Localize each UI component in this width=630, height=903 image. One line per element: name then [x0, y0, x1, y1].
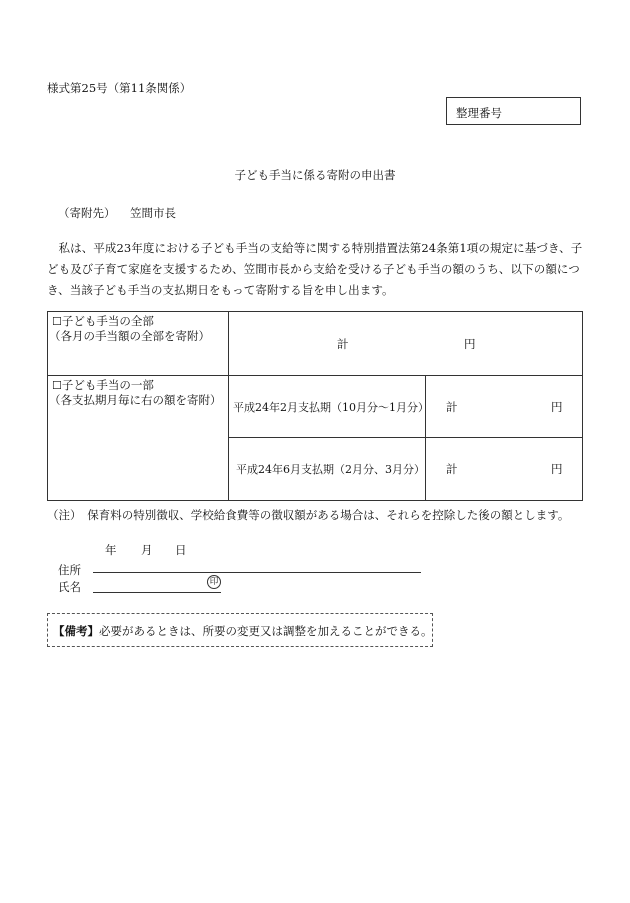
payment-feb-amount-field[interactable]: [460, 396, 545, 416]
note-text: （注） 保育料の特別徴収、学校給食費等の徴収額がある場合は、それらを控除した後の額とします。: [47, 508, 570, 522]
table-border-bottom: [47, 500, 583, 501]
table-border-top: [47, 311, 583, 312]
name-field[interactable]: [93, 592, 221, 593]
reference-number-box[interactable]: [446, 97, 581, 125]
document-title: 子ども手当に係る寄附の申出書: [234, 168, 396, 182]
declaration-paragraph: 私は、平成23年度における子ども手当の支給等に関する特別措置法第24条第1項の規定に基づき、子ども及び子育て家庭を支援するため、笠間市長から支給を受ける子ども手当の額のうち、以下の額につき、当該子ども手当の支払期日をもって寄附する旨を申し出ます。: [47, 241, 583, 297]
option-all-amount-field[interactable]: [350, 333, 460, 353]
option-part-cell[interactable]: [52, 378, 154, 393]
form-number: 様式第25号（第11条関係）: [47, 81, 192, 95]
payment-period-feb: 平成24年2月支払期（10月分～1月分）: [233, 401, 429, 414]
table-divider-col2: [425, 375, 426, 501]
date-line[interactable]: [105, 542, 187, 558]
table-border-inner: [228, 437, 583, 438]
date-year: 年: [105, 543, 117, 557]
remarks-tag: 【備考】: [53, 624, 99, 638]
table-border-mid: [47, 375, 583, 376]
date-day: 日: [175, 543, 187, 557]
option-all-checkbox[interactable]: ☐: [52, 315, 62, 328]
option-part-checkbox[interactable]: ☐: [52, 379, 62, 392]
table-border-right: [582, 311, 583, 501]
remarks-content: [53, 623, 433, 639]
reference-number-label: 整理番号: [456, 106, 502, 120]
option-all-sub: （各月の手当額の全部を寄附）: [49, 329, 210, 343]
option-part-label: 子ども手当の一部: [61, 378, 154, 392]
remarks-text: 必要があるときは、所要の変更又は調整を加えることができる。: [99, 624, 433, 638]
payment-period-jun: 平成24年6月支払期（2月分、3月分）: [236, 463, 425, 476]
payment-jun-amount-field[interactable]: [460, 458, 545, 478]
address-field[interactable]: [93, 572, 421, 573]
remarks-box: [47, 613, 433, 647]
seal-icon: 印: [207, 575, 221, 589]
recipient-name: 笠間市長: [130, 206, 176, 220]
recipient-line: [58, 205, 176, 221]
option-all-label: 子ども手当の全部: [61, 314, 154, 328]
payment-jun-yen: 円: [551, 462, 563, 476]
option-all-total-label: 計: [337, 337, 349, 351]
payment-feb-total-label: 計: [446, 400, 458, 414]
option-part-sub: （各支払期月毎に右の額を寄附）: [49, 393, 222, 407]
recipient-label: （寄附先）: [58, 206, 116, 220]
option-all-yen: 円: [464, 337, 476, 351]
name-label: 氏名: [58, 580, 81, 594]
table-divider-col1: [228, 311, 229, 501]
date-month: 月: [141, 543, 153, 557]
option-all-cell[interactable]: [52, 314, 154, 329]
payment-feb-yen: 円: [551, 400, 563, 414]
table-border-left: [47, 311, 48, 501]
payment-jun-total-label: 計: [446, 462, 458, 476]
address-label: 住所: [58, 563, 81, 577]
